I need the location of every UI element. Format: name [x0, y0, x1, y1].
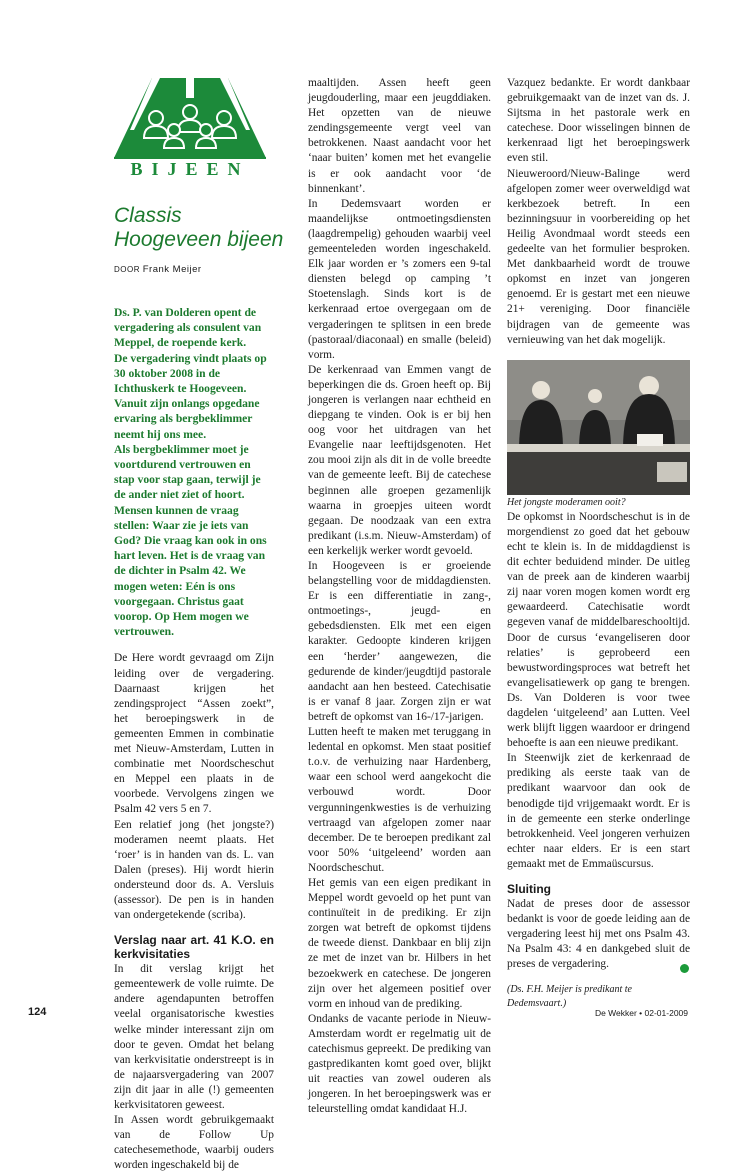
byline-prefix: DOOR — [114, 265, 140, 274]
moderamen-photo — [507, 360, 690, 495]
body-paragraph: In dit verslag krijgt het gemeentewerk de volle ruimte. De andere agendapunten betroffen veelal organisatorische kwesties welke minder interessant zijn om door te geven. Omdat het belang van kerkvisitatie onderstreept is in de najaarsvergadering van 2007 zijn dit jaar in alle (!) gemeenten kerkvisitatoren geweest. — [114, 963, 274, 1111]
byline-name: Frank Meijer — [142, 264, 202, 275]
lead-paragraph: Als bergbeklimmer moet je voortdurend vertrouwen en stap voor stap gaan, terwijl je de ander niet ziet of hoort. Mensen kunnen de vraag stellen: Waar zie je iets van God? Die vraag kan ook in ons hart leven. Het is de vraag van de dichter in Psalm 42. We mogen weten: Eén is ons voorgegaan. Christus gaat voorop. Op Hem mogen we vertrouwen. — [114, 442, 267, 639]
body-paragraph: Het gemis van een eigen predikant in Meppel wordt gevoeld op het punt van continuïteit in de prediking. Er zijn zorgen wat betreft de opkomst tijdens de tweede dienst. Dankbaar en blij zijn ze met de inzet van br. Hilbers in het bezoekwerk en catechese. De jongeren zijn over het algemeen positief over vorm en inhoud van de prediking. — [308, 876, 491, 1010]
photo-caption: Het jongste moderamen ooit? — [507, 496, 626, 508]
body-paragraph: Vazquez bedankte. Er wordt dankbaar gebruikgemaakt van de inzet van ds. J. Sijtsma in het pastorale werk en catechese. Door wisselingen binnen de kerkenraad ligt het beroepingswerk even stil. — [507, 77, 690, 165]
closing-paragraph: Nadat de preses door de assessor bedankt is voor de goede leiding aan de vergadering leest hij met ons Psalm 43. Na Psalm 43: 4 en dankgebed sluit de preses de vergadering. — [507, 898, 690, 971]
body-paragraph: In Hoogeveen is er groeiende belangstelling voor de middagdiensten. Er is een differentiatie in zang-, ontmoetings-, jeugd- en gebedsdiensten. Elk met een eigen karakter. Gedoopte kinderen krijgen een ‘herder’ aangewezen, die gedurende de kinder/jeugdtijd pastorale aandacht aan hen besteed. Catechisatie is er vanaf 8 jaar. Zorgen zijn er wat betreft de opkomst van 16-/17-jarigen. — [308, 560, 491, 723]
section-heading: Verslag naar art. 41 K.O. en kerkvisitaties — [114, 933, 274, 962]
publication-info: De Wekker • 02-01-2009 — [594, 1008, 688, 1018]
author-note: (Ds. F.H. Meijer is predikant te Dedemsvaart.) — [507, 983, 632, 1009]
bijeen-logo — [112, 72, 268, 189]
section-heading: Sluiting — [507, 882, 551, 897]
body-paragraph: Ondanks de vacante periode in Nieuw-Amsterdam wordt er regelmatig uit de catechismus gepreekt. De prediking van gastpredikanten komt goed over, blijkt uit reacties van zowel ouderen als jongeren. In het beroepingswerk was er teleurstelling omdat kandidaat H.J. — [308, 1012, 491, 1116]
column-2 — [308, 76, 491, 1117]
body-paragraph: De kerkenraad van Emmen vangt de beperkingen die ds. Groen heeft op. Bij jongeren is verlangen naar echtheid en diepgang te vinden. Ook is er bij hen oog voor het uitdragen van het Evangelie naar leeftijdsgenoten. Het zou mooi zijn als dit in de volle breedte van de gemeente leeft. Bij de catechese beginnen alle groepen gezamenlijk waarna in groepjes uiteen wordt gegaan. De noodzaak van een extra predikant (i.s.m. Nieuw-Amsterdam) of een kerkelijk werker wordt gevoeld. — [308, 363, 491, 557]
article-title: Classis Hoogeveen bijeen — [114, 204, 284, 251]
lead-paragraph: Ds. P. van Dolderen opent de vergadering als consulent van Meppel, de roepende kerk. — [114, 306, 262, 350]
body-paragraph: De opkomst in Noordscheschut is in de morgendienst zo goed dat het gebouw echt te klein is. In de middagdienst is dit echter beduidend minder. De uitleg van de preek aan de kinderen waarbij zij naar voren mogen komen wordt erg gewaardeerd. Catechisatie wordt gegeven vanaf de middelbareschooltijd. Door de cursus ‘evangeliseren door relaties’ is geprobeerd een bewustwordingsproces wat betreft het evangelisatiewerk op gang te brengen. Ds. Van Dolderen is voor twee dagdelen ‘uitgeleend’ aan Lutten. Veel werk blijft liggen waardoor er dringend behoefte is aan een nieuwe predikant. — [507, 510, 690, 750]
lead — [114, 305, 274, 639]
bijeen-logo-graphic — [112, 72, 268, 184]
body-paragraph: Een relatief jong (het jongste?) moderamen neemt plaats. Het ‘roer’ is in handen van ds. L. van Dalen (preses). Hij wordt hierin ondersteund door ds. A. Versluis (assessor). De pen is in handen van ondergetekende (scriba). — [114, 818, 274, 922]
body-paragraph: Lutten heeft te maken met teruggang in ledental en opkomst. Men staat positief t.o.v. de verhuizing naar Hardenberg, waar een school werd aangekocht die verbouwd wordt. Door vergunningenkwesties is de verhuizing vertraagd van afgelopen zomer naar december. De te beroepen predikant zal voor 50% ‘uitgeleend’ worden aan Noordscheschut. — [308, 726, 491, 874]
lead-paragraph: De vergadering vindt plaats op 30 oktober 2008 in de Ichthuskerk te Hoogeveen. Vanuit zijn onlangs opgedane ervaring als bergbeklimmer neemt hij ons mee. — [114, 351, 267, 441]
column-3 — [507, 76, 690, 1011]
body-paragraph: De Here wordt gevraagd om Zijn leiding over de vergadering. Daarnaast krijgen het zendingsproject “Assen zoekt”, het beroepingswerk in de gemeenten Emmen in combinatie met Nieuw-Amsterdam, Lutten in combinatie met Noordscheschut en Meppel een plaats in de voorbede. Vervolgens zingen we Psalm 42 vers 5 en 7. — [114, 652, 274, 816]
body-paragraph: maaltijden. Assen heeft geen jeugdouderling, maar een jeugddiaken. Het opzetten van de nieuwe zendingsgemeente vergt veel van betrokkenen. Naast aandacht voor het ‘naar buiten’ komen met het evangelie is er ook aandacht voor ‘de binnenkant’. — [308, 77, 491, 195]
body-paragraph: In Assen wordt gebruikgemaakt van de Follow Up catechesemethode, waarbij ouders worden ingeschakeld bij de — [114, 1114, 274, 1172]
end-marker-dot — [680, 964, 689, 973]
body-paragraph: In Dedemsvaart worden er maandelijkse ontmoetingsdiensten (laagdrempelig) gehouden waarbij veel gemeenteleden worden ingeschakeld. Elk jaar worden er ’s zomers een 9-tal diensten belegd op camping ’t Stoetenslagh. Sinds kort is de kerkenraad ertoe overgegaan om de vergaderingen te splitsen in een brede (pastoraal/diaconaal) en smalle (beleid) vorm. — [308, 197, 491, 361]
page-number: 124 — [28, 1006, 47, 1018]
byline — [114, 264, 202, 275]
body-paragraph: Nieuweroord/Nieuw-Balinge werd afgelopen zomer weer overweldigd wat kerkbezoek betreft. In een bezinningsuur in voorbereiding op het Heilig Avondmaal wordt steeds een gedeelte van het formulier besproken. Met dankbaarheid wordt de trouwe opkomst en inzet van jongeren genoemd. Er is gestart met een nieuwe 21+ vereniging. Door financiële bijdragen van de gemeente was vernieuwing van het dak mogelijk. — [507, 167, 690, 346]
column-1 — [114, 305, 274, 1173]
body-paragraph: In Steenwijk ziet de kerkenraad de prediking als eerste taak van de predikant waarvoor dan ook de benodigde tijd vrijgemaakt wordt. Er is in de gemeente een sterke onderlinge betrokkenheid. Veel jongeren verhuizen echter naar elders. Er is een start gemaakt met de Emmaüscursus. — [507, 752, 690, 870]
logo-word: BIJEEN — [130, 159, 250, 179]
